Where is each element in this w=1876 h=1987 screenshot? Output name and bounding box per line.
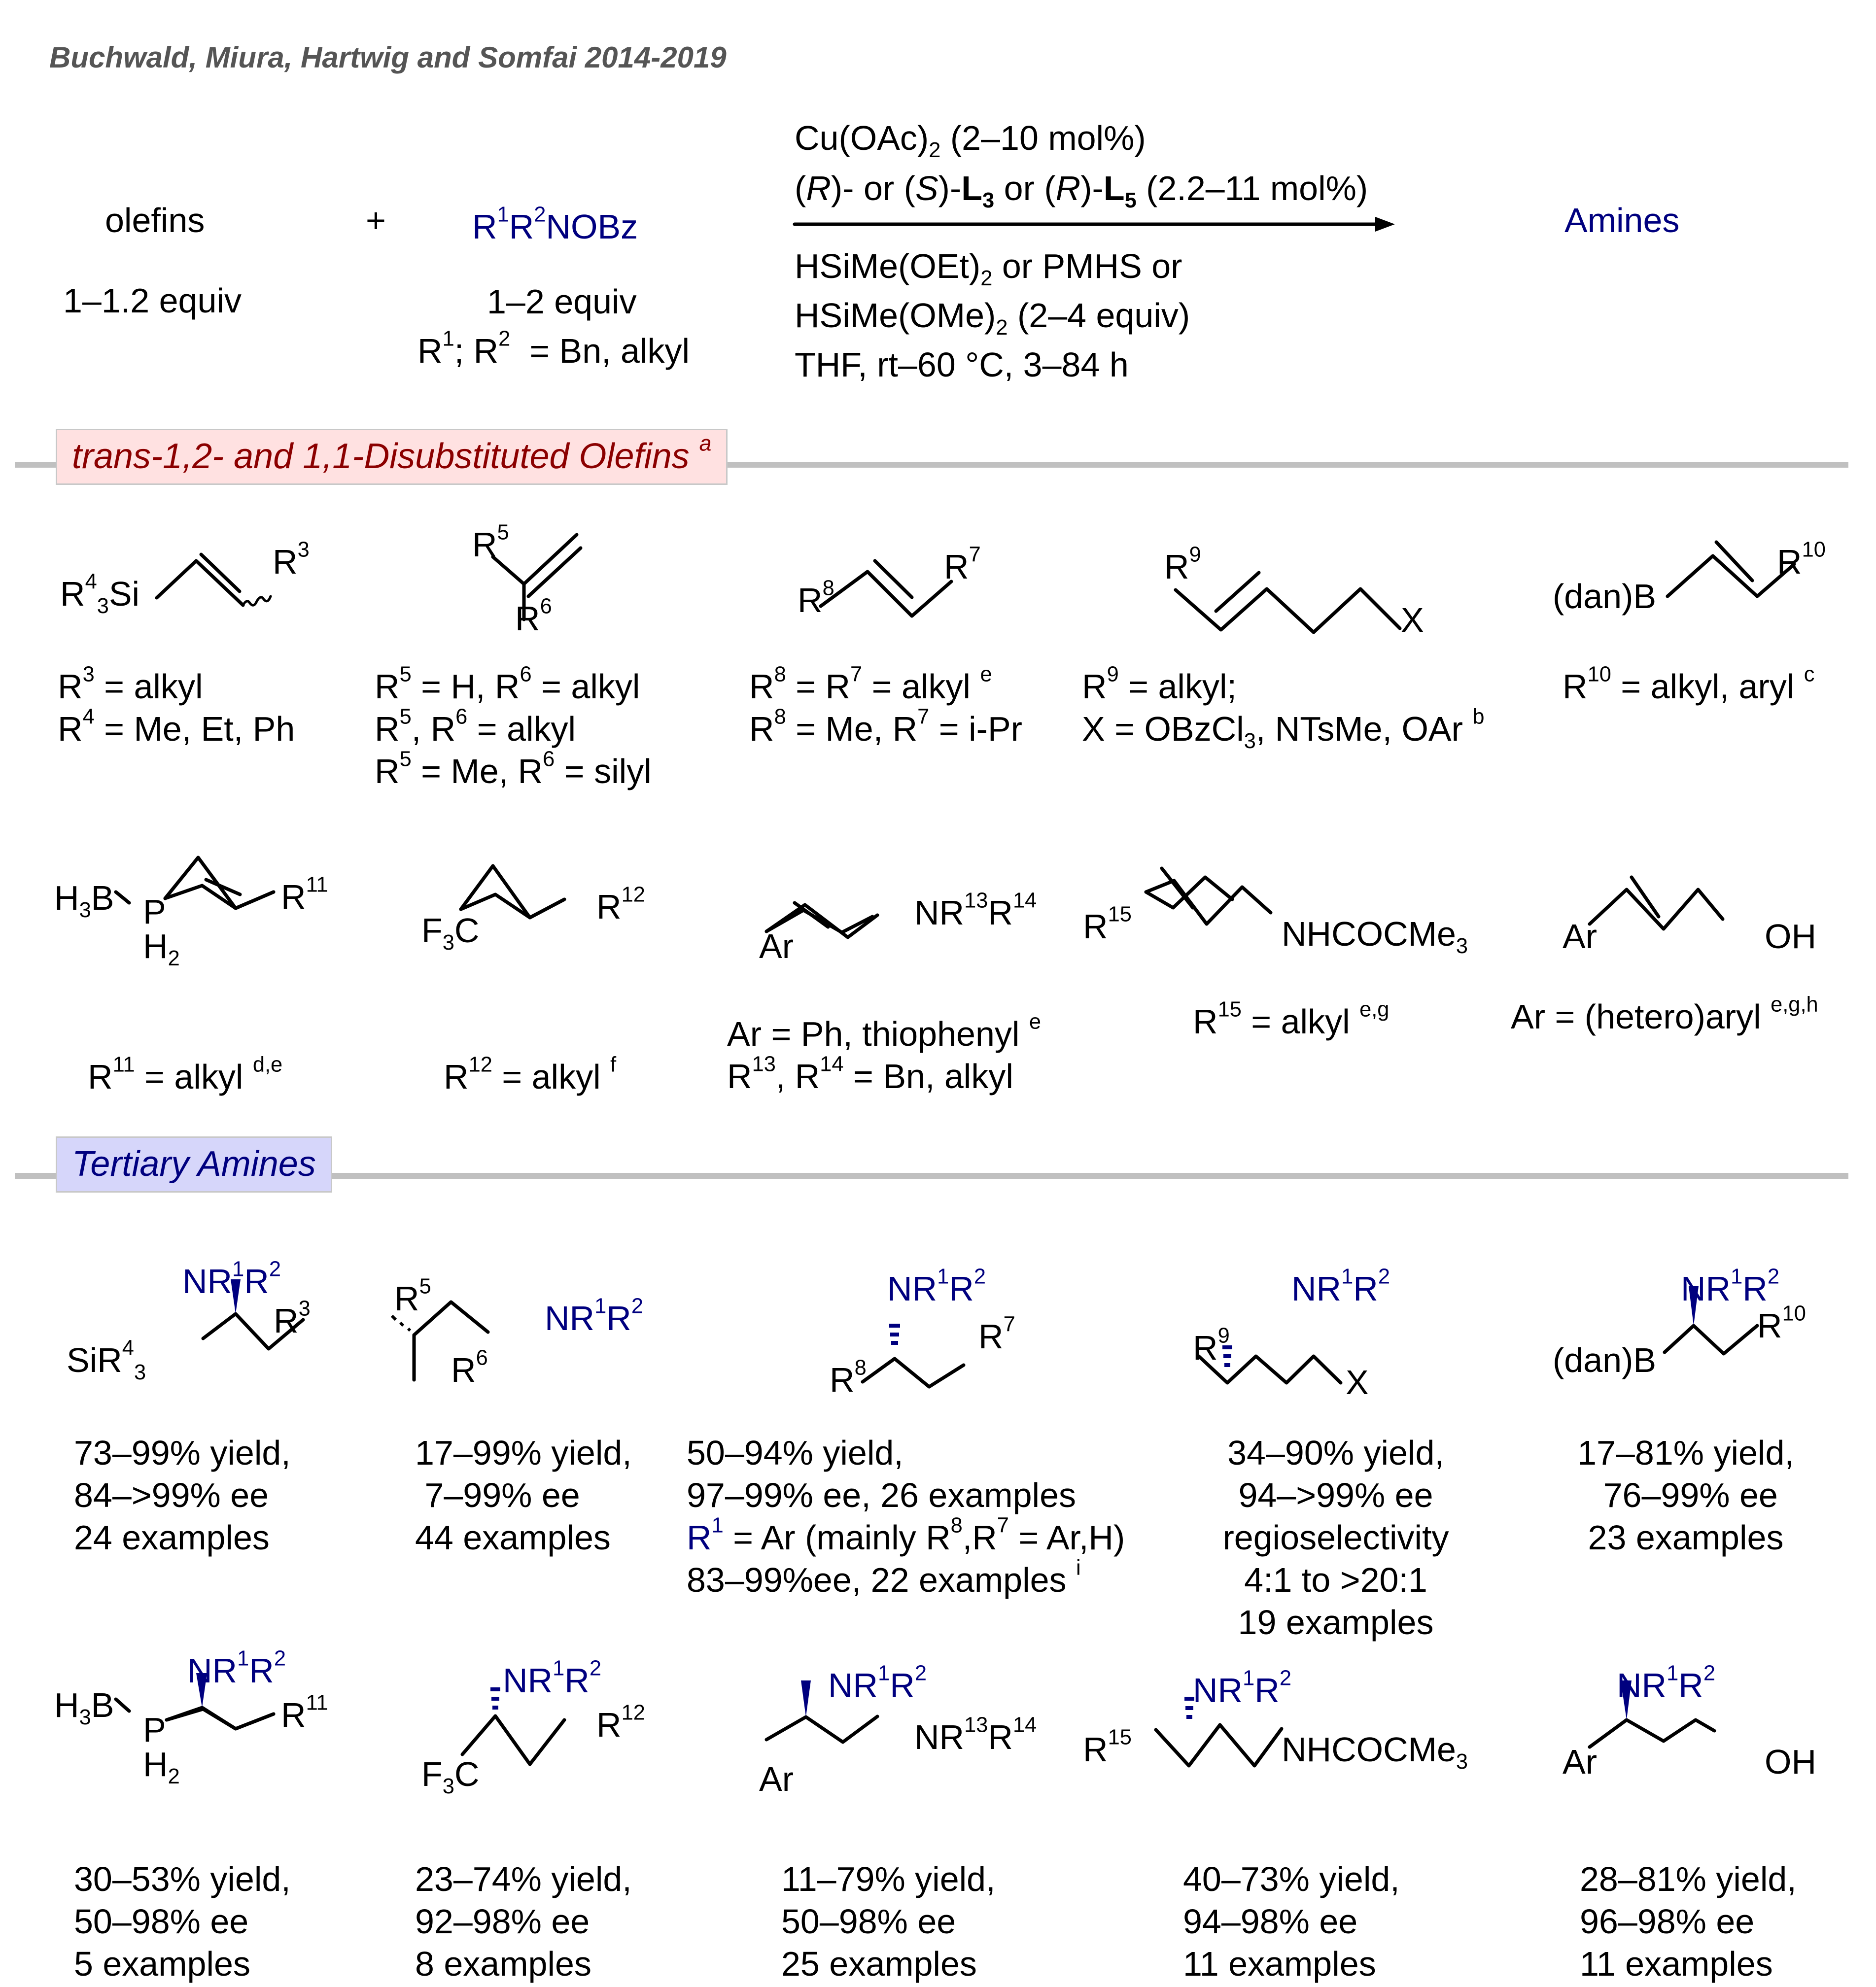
olefin-3-right-label: $R^7$: [944, 543, 981, 586]
product-4-results: 34–90% yield, 94–>99% ee regioselectivity 4:1 to >20:1 19 examples: [1222, 1434, 1449, 1642]
olefin-10-conditions: Ar = (hetero)aryl $^{e,g,h}$: [1511, 993, 1818, 1036]
plus-sign: +: [366, 201, 386, 240]
olefin-1-right-label: $R^3$: [273, 538, 310, 581]
olefin-2-bottom-label: $R^6$: [515, 594, 552, 638]
product-6-right-label: $R^{11}$: [281, 1691, 328, 1734]
product-8-left-label: Ar: [759, 1760, 794, 1798]
olefin-5-left-label: (dan)B: [1553, 577, 1657, 616]
olefin-5-conditions: $R^{10}$ = alkyl, aryl $^c$: [1563, 662, 1815, 706]
olefin-8-right-label: $NR^{13}R^{14}$: [914, 889, 1037, 932]
product-7-amine-label: $NR^1R^2$: [503, 1656, 601, 1700]
olefin-5-right-label: $R^{10}$: [1777, 538, 1826, 581]
product-amines: Amines: [1564, 201, 1680, 240]
product-6-left-label: $H_3B$: [54, 1686, 114, 1730]
product-1-left-label: SiR$^4_3$: [67, 1336, 146, 1385]
product-6-results: 30–53% yield, 50–98% ee 5 examples: [74, 1860, 291, 1983]
olefin-6-h2: $H_2$: [143, 927, 180, 971]
product-8-amine-label: $NR^1R^2$: [828, 1661, 927, 1705]
reactant-hydroxylamine-equiv: 1–2 equiv: [487, 282, 637, 321]
reactant-olefins-equiv: 1–1.2 equiv: [63, 281, 242, 320]
product-2-results: 17–99% yield, 7–99% ee 44 examples: [415, 1434, 632, 1557]
product-9-left-label: $R^{15}$: [1083, 1725, 1132, 1769]
olefin-7-left-label: $F_3C$: [421, 911, 480, 955]
olefin-1-left-label: $R^4_3Si$: [60, 570, 140, 618]
olefin-7-conditions: $R^{12}$ = alkyl $^f$: [444, 1053, 617, 1096]
product-10-right-label: OH: [1765, 1743, 1816, 1781]
olefin-3-left-label: $R^8$: [798, 576, 834, 619]
condition-solvent-temp-time: THF, rt–60 °C, 3–84 h: [795, 345, 1129, 384]
condition-ligand: (R)- or $(S)-L_3$ or $(R)-L_5$ (2.2–11 mol%): [795, 169, 1368, 213]
product-4-left-label: $R^9$: [1193, 1324, 1230, 1367]
product-10-left-label: Ar: [1563, 1743, 1597, 1781]
product-9-amine-label: $NR^1R^2$: [1193, 1666, 1291, 1710]
product-2-top-label: $R^5$: [394, 1274, 431, 1318]
olefin-9-conditions: $R^{15}$ = alkyl $^{e,g}$: [1193, 997, 1390, 1041]
olefin-4-conditions: $R^9$ = alkyl; X = OBzCl$_3$, NTsMe, OAr $^b$: [1082, 662, 1485, 754]
olefin-10-left-label: Ar: [1563, 917, 1597, 956]
product-10-results: 28–81% yield, 96–98% ee 11 examples: [1580, 1860, 1797, 1983]
product-6-phosphorus: P: [143, 1711, 166, 1749]
olefin-10-right-label: OH: [1765, 917, 1816, 956]
product-5-left-label: (dan)B: [1553, 1341, 1657, 1379]
olefin-8-conditions: Ar = Ph, thiophenyl $^e$ $R^{13}$, $R^{14} = Bn$, alkyl: [727, 1010, 1042, 1096]
product-5-right-label: $R^{10}$: [1757, 1302, 1806, 1345]
product-1-right-label: $R^3$: [274, 1297, 311, 1340]
olefin-8-left-label: Ar: [759, 927, 794, 965]
olefin-2-conditions: $R^5 = H$, $R^6$ = alkyl $R^5$, $R^6$ = alkyl $R^5 = Me$, $R^6$ = silyl: [375, 662, 652, 790]
product-7-left-label: $F_3C$: [421, 1755, 480, 1799]
product-5-amine-label: $NR^1R^2$: [1681, 1265, 1779, 1308]
olefin-6-left-label: $H_3B$: [54, 879, 114, 923]
condition-silane-1: $HSiMe(OEt)_2$ or PMHS or: [795, 247, 1182, 291]
reaction-arrow-head: [1375, 217, 1395, 232]
olefin-9-left-label: $R^{15}$: [1083, 902, 1132, 946]
olefin-3-conditions: $R^8 = R^7$ = alkyl $^e$ $R^8 = Me$, $R^7 = i-Pr$: [749, 662, 1022, 748]
section-label-tertiary-amines: Tertiary Amines: [56, 1136, 332, 1193]
product-6-h2: $H_2$: [143, 1745, 180, 1789]
olefin-2-top-label: $R^5$: [472, 520, 509, 564]
reactant-hydroxylamine-definition: $R^1$; $R^2 = Bn$, alkyl: [417, 327, 690, 370]
product-5-results: 17–81% yield, 76–99% ee 23 examples: [1577, 1434, 1794, 1557]
product-6-amine-label: $NR^1R^2$: [187, 1646, 286, 1690]
olefin-6-right-label: $R^{11}$: [281, 873, 328, 916]
olefin-6-conditions: $R^{11}$ = alkyl $^{d,e}$: [88, 1053, 283, 1096]
condition-catalyst: $Cu(OAc)_2$ (2–10 mol%): [795, 119, 1146, 163]
product-8-results: 11–79% yield, 50–98% ee 25 examples: [781, 1860, 996, 1983]
olefin-6-phosphorus: P: [143, 892, 166, 931]
product-4-amine-label: $NR^1R^2$: [1291, 1265, 1390, 1308]
product-7-right-label: $R^{12}$: [596, 1701, 645, 1744]
product-4-right-label: X: [1346, 1363, 1369, 1402]
condition-silane-2: $HSiMe(OMe)_2$ (2–4 equiv): [795, 296, 1190, 340]
reactant-hydroxylamine: $R^1R^2NOBz$: [472, 203, 638, 246]
section-label-olefins: trans-1,2- and 1,1-Disubstituted Olefins $^a$: [56, 429, 728, 485]
product-1-results: 73–99% yield, 84–>99% ee 24 examples: [74, 1434, 291, 1557]
olefin-1-conditions: $R^3$ = alkyl $R^4 = Me$, Et, Ph: [58, 662, 295, 748]
product-1-amine-label: $NR^1R^2$: [182, 1257, 281, 1301]
product-10-amine-label: $NR^1R^2$: [1617, 1661, 1715, 1705]
product-7-results: 23–74% yield, 92–98% ee 8 examples: [415, 1860, 632, 1983]
product-9-right-label: NHCOCMe$_3$: [1282, 1730, 1468, 1774]
figure-title: Buchwald, Miura, Hartwig and Somfai 2014-2019: [49, 41, 727, 74]
product-8-right-label: $NR^{13}R^{14}$: [914, 1713, 1037, 1756]
product-2-bottom-label: $R^6$: [451, 1346, 488, 1389]
olefin-4-right-label: X: [1401, 601, 1424, 639]
product-3-amine-label: $NR^1R^2$: [887, 1265, 986, 1308]
product-9-results: 40–73% yield, 94–98% ee 11 examples: [1183, 1860, 1400, 1983]
olefin-4-left-label: $R^9$: [1164, 543, 1201, 586]
olefin-9-right-label: NHCOCMe$_3$: [1282, 915, 1468, 959]
product-3-left-label: $R^8$: [830, 1356, 867, 1399]
product-3-results: 50–94% yield, 97–99% ee, 26 examples $R^1 = Ar$ (mainly $R^8,R^7 = Ar,H$) 83–99%ee, 22 examples $^i$: [687, 1434, 1125, 1599]
olefin-7-right-label: $R^{12}$: [596, 883, 645, 926]
reactant-olefins: olefins: [105, 201, 205, 240]
product-3-right-label: $R^7$: [978, 1312, 1015, 1356]
product-2-amine-label: $NR^1R^2$: [545, 1294, 643, 1337]
